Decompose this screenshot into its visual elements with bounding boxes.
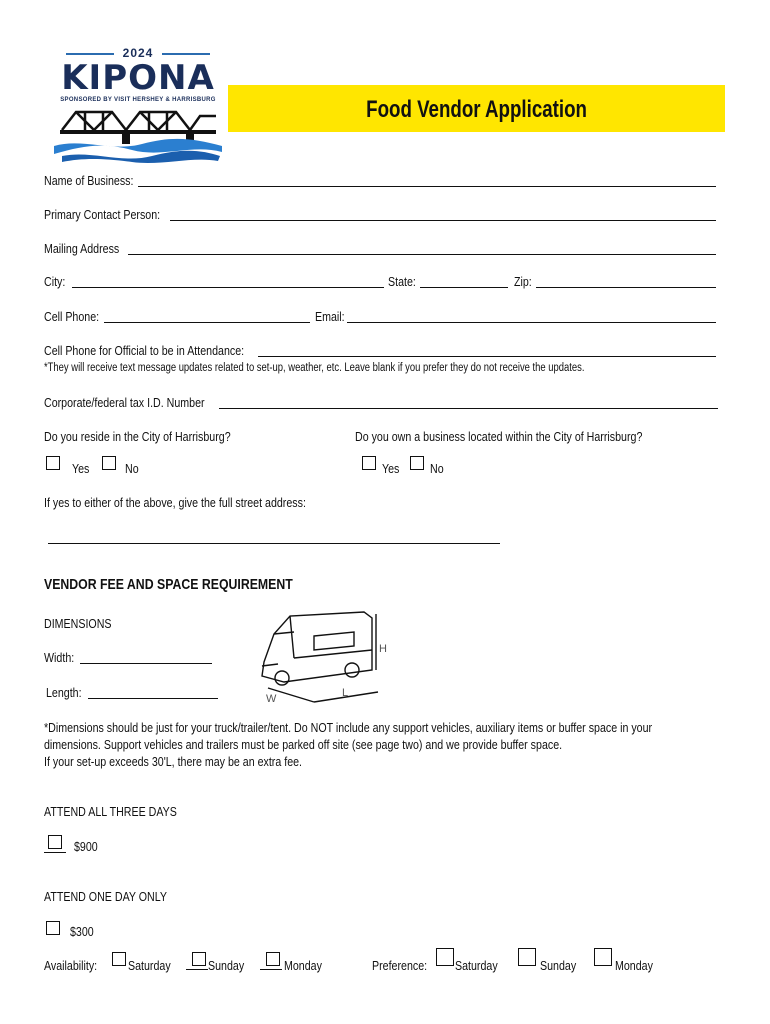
availability-saturday-checkbox[interactable]: [112, 952, 126, 966]
business-name-label: Name of Business:: [44, 173, 134, 188]
email-field[interactable]: [347, 322, 716, 323]
reside-no-label: No: [125, 461, 139, 476]
zip-label: Zip:: [514, 274, 532, 289]
city-field[interactable]: [72, 287, 384, 288]
dimensions-label: DIMENSIONS: [44, 616, 112, 631]
primary-contact-field[interactable]: [170, 220, 716, 221]
state-field[interactable]: [420, 287, 508, 288]
logo-year: 2024: [122, 46, 154, 60]
email-label: Email:: [315, 309, 345, 324]
availability-label: Availability:: [44, 958, 98, 973]
logo-name: KIPONA: [61, 58, 215, 98]
own-yes-label: Yes: [382, 461, 400, 476]
mailing-address-field[interactable]: [128, 254, 716, 255]
mailing-address-label: Mailing Address: [44, 241, 120, 256]
address-prompt: If yes to either of the above, give the full street address:: [44, 495, 306, 510]
page-title: Food Vendor Application: [366, 96, 587, 123]
availability-monday-line: [260, 969, 282, 970]
own-yes-checkbox[interactable]: [362, 456, 376, 470]
all-days-price: $900: [74, 839, 98, 854]
preference-saturday-label: Saturday: [455, 958, 498, 973]
all-days-checkbox-line: [44, 852, 66, 853]
preference-saturday-checkbox[interactable]: [436, 948, 454, 966]
official-phone-label: Cell Phone for Official to be in Attendance:: [44, 343, 245, 358]
availability-saturday-label: Saturday: [128, 958, 171, 973]
availability-monday-label: Monday: [284, 958, 322, 973]
availability-sunday-label: Sunday: [208, 958, 245, 973]
preference-sunday-label: Sunday: [540, 958, 577, 973]
logo-sponsor: SPONSORED BY VISIT HERSHEY & HARRISBURG: [60, 97, 216, 103]
dimension-note-3: If your set-up exceeds 30'L, there may be an extra fee.: [44, 754, 303, 769]
reside-yes-label: Yes: [72, 461, 90, 476]
van-label-h: H: [379, 643, 387, 655]
one-day-checkbox[interactable]: [46, 921, 60, 935]
one-day-price: $300: [70, 924, 94, 939]
business-name-field[interactable]: [138, 186, 716, 187]
preference-monday-checkbox[interactable]: [594, 948, 612, 966]
width-label: Width:: [44, 650, 75, 665]
title-banner: [228, 85, 725, 132]
dimension-note-1: *Dimensions should be just for your truck/trailer/tent. Do NOT include any support vehicles, auxiliary items or buffer space in your: [44, 720, 653, 735]
own-no-label: No: [430, 461, 444, 476]
kipona-logo: [52, 42, 224, 166]
state-label: State:: [388, 274, 416, 289]
official-phone-note: *They will receive text message updates related to set-up, weather, etc. Leave blank if you prefer they do not receive the updates.: [44, 362, 585, 374]
zip-field[interactable]: [536, 287, 716, 288]
cell-phone-label: Cell Phone:: [44, 309, 100, 324]
van-label-w: W: [266, 693, 277, 705]
tax-id-field[interactable]: [219, 408, 718, 409]
own-no-checkbox[interactable]: [410, 456, 424, 470]
bridge-river-icon: [52, 42, 224, 166]
vendor-heading: VENDOR FEE AND SPACE REQUIREMENT: [44, 576, 293, 593]
availability-monday-checkbox[interactable]: [266, 952, 280, 966]
tax-id-label: Corporate/federal tax I.D. Number: [44, 395, 205, 410]
dimension-note-2: dimensions. Support vehicles and trailers must be parked off site (see page two) and we provide buffer space.: [44, 737, 563, 752]
one-day-label: ATTEND ONE DAY ONLY: [44, 889, 168, 904]
street-address-field[interactable]: [48, 543, 500, 544]
city-label: City:: [44, 274, 66, 289]
cell-phone-field[interactable]: [104, 322, 310, 323]
length-label: Length:: [46, 685, 82, 700]
reside-question: Do you reside in the City of Harrisburg?: [44, 429, 231, 444]
availability-sunday-line: [186, 969, 208, 970]
own-business-question: Do you own a business located within the City of Harrisburg?: [355, 429, 643, 444]
preference-label: Preference:: [372, 958, 428, 973]
availability-sunday-checkbox[interactable]: [192, 952, 206, 966]
width-field[interactable]: [80, 663, 212, 664]
reside-yes-checkbox[interactable]: [46, 456, 60, 470]
reside-no-checkbox[interactable]: [102, 456, 116, 470]
van-dimensions-icon: [254, 606, 394, 706]
official-phone-field[interactable]: [258, 356, 716, 357]
van-label-l: L: [342, 687, 349, 699]
primary-contact-label: Primary Contact Person:: [44, 207, 161, 222]
length-field[interactable]: [88, 698, 218, 699]
preference-monday-label: Monday: [615, 958, 653, 973]
preference-sunday-checkbox[interactable]: [518, 948, 536, 966]
all-days-label: ATTEND ALL THREE DAYS: [44, 804, 177, 819]
all-days-checkbox[interactable]: [48, 835, 62, 849]
